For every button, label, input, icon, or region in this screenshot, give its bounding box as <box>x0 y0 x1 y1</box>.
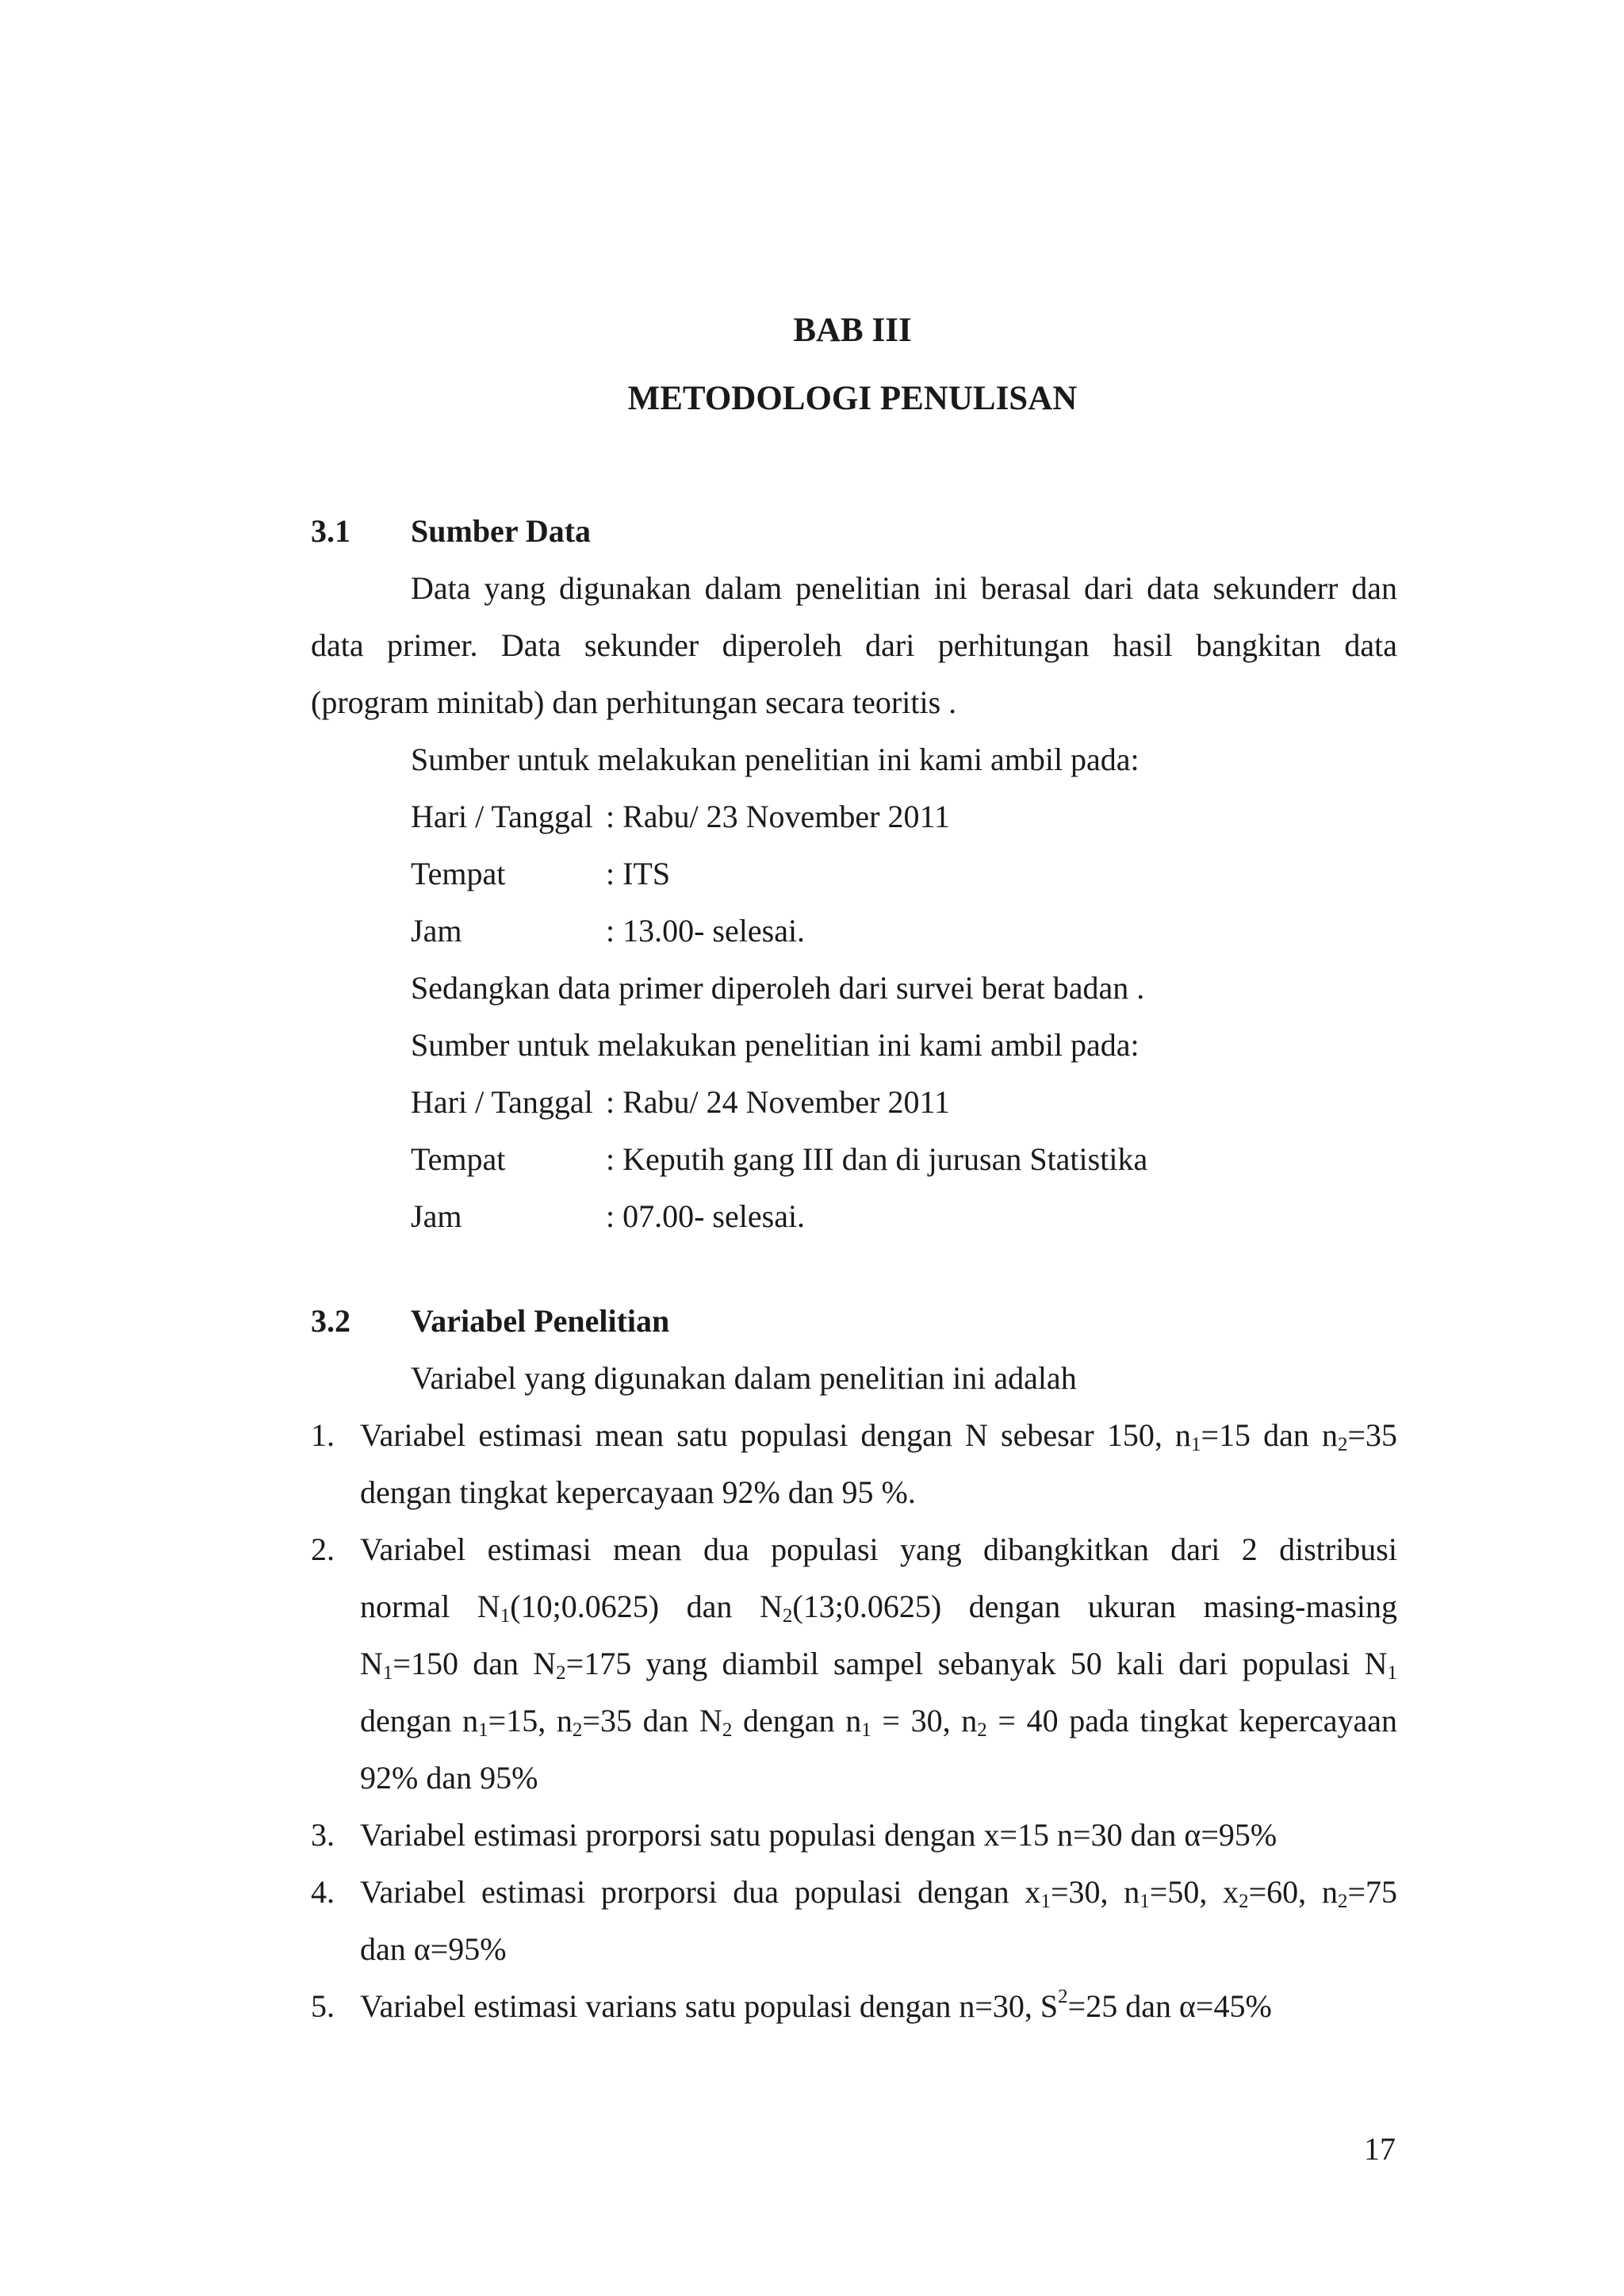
list-item-number: 4. <box>311 1874 335 1910</box>
section-title: Variabel Penelitian <box>411 1303 670 1339</box>
list-item-number: 5. <box>311 1988 335 2024</box>
schedule-value: : Rabu/ 23 November 2011 <box>606 799 951 834</box>
list-item-line: normal $N_1(10;0.0625)$ dan $N_2(13;0.0625)$ dengan ukuran masing-masing <box>360 1589 1397 1627</box>
schedule-value: : ITS <box>606 856 671 891</box>
section-number: 3.2 <box>311 1303 350 1339</box>
list-item-line: Variabel estimasi varians satu populasi dengan n=30, $S^2=25$ dan α=45% <box>360 1986 1272 2024</box>
paragraph-line: data primer. Data sekunder diperoleh dari perhitungan hasil bangkitan data <box>311 627 1397 663</box>
schedule-value: : Keputih gang III dan di jurusan Statistika <box>606 1141 1148 1177</box>
list-item-line: dengan $n_1=15$, $n_2=35$ dan $N_2$ dengan $n_1 = 30$, $n_2 = 40$ pada tingkat kepercayaan <box>360 1703 1397 1741</box>
schedule-label: Hari / Tanggal <box>411 1084 593 1120</box>
list-item-line: dan α=95% <box>360 1931 507 1967</box>
list-item-line: Variabel estimasi prorporsi dua populasi dengan $x_1=30$, $n_1=50$, $x_2=60$, $n_2=75$ <box>360 1874 1398 1912</box>
list-item-line: dengan tingkat kepercayaan 92% dan 95 %. <box>360 1474 916 1510</box>
schedule-value: : 07.00- selesai. <box>606 1198 806 1234</box>
list-item-line: Variabel estimasi mean dua populasi yang dibangkitkan dari 2 distribusi <box>360 1531 1397 1567</box>
schedule-label: Hari / Tanggal <box>411 799 593 834</box>
section-title: Sumber Data <box>411 513 592 549</box>
list-item-line: Variabel estimasi prorporsi satu populasi dengan x=15 n=30 dan α=95% <box>360 1817 1277 1853</box>
section-intro: Variabel yang digunakan dalam penelitian ini adalah <box>411 1360 1077 1396</box>
schedule-label: Tempat <box>411 1141 506 1177</box>
list-item-line: 92% dan 95% <box>360 1760 538 1796</box>
schedule-label: Jam <box>411 913 462 949</box>
list-item-number: 3. <box>311 1817 335 1853</box>
list-item-number: 2. <box>311 1531 335 1567</box>
schedule-label: Tempat <box>411 856 506 891</box>
source-intro: Sumber untuk melakukan penelitian ini kami ambil pada: <box>411 742 1139 777</box>
chapter-title: METODOLOGI PENULISAN <box>627 380 1078 417</box>
source-intro: Sumber untuk melakukan penelitian ini kami ambil pada: <box>411 1027 1139 1063</box>
schedule-value: : Rabu/ 24 November 2011 <box>606 1084 951 1120</box>
list-item-line: Variabel estimasi mean satu populasi dengan N sebesar 150, $n_1=15$ dan $n_2=35$ <box>360 1417 1398 1455</box>
schedule-label: Jam <box>411 1198 462 1234</box>
page-number: 17 <box>1364 2131 1396 2167</box>
list-item-number: 1. <box>311 1417 335 1453</box>
section-number: 3.1 <box>311 513 350 549</box>
primary-note: Sedangkan data primer diperoleh dari survei berat badan . <box>411 970 1145 1006</box>
chapter-label: BAB III <box>793 312 912 349</box>
paragraph-line: (program minitab) dan perhitungan secara teoritis . <box>311 684 957 720</box>
schedule-value: : 13.00- selesai. <box>606 913 806 949</box>
list-item-line: $N_1=150$ dan $N_2=175$ yang diambil sampel sebanyak 50 kali dari populasi $N_1$ <box>360 1646 1398 1684</box>
paragraph-line: Data yang digunakan dalam penelitian ini berasal dari data sekunderr dan <box>411 570 1397 606</box>
